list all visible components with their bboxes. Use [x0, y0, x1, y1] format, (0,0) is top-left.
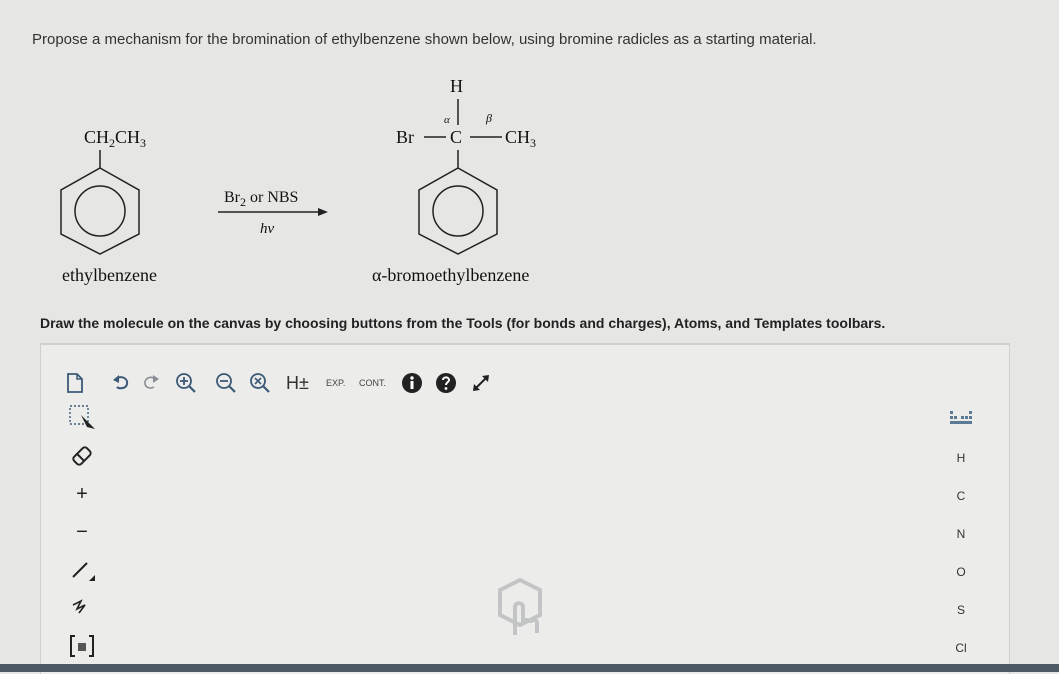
single-bond-icon[interactable]	[67, 555, 97, 585]
fullscreen-icon[interactable]	[469, 371, 493, 395]
chain-tool-icon[interactable]	[67, 593, 97, 623]
window-bottom-bar	[0, 664, 1059, 672]
reagent-top: $Br_2$ or NBS	[224, 189, 299, 209]
atom-button-s[interactable]: S	[956, 603, 965, 617]
hydrogen-toggle-button[interactable]	[286, 371, 316, 395]
product-bonds	[410, 95, 560, 265]
bracket-tool-icon[interactable]	[67, 631, 97, 661]
product-bromine: Br	[396, 127, 414, 147]
alpha-marker: α	[444, 114, 450, 126]
positive-charge-label: +	[76, 483, 88, 505]
product-carbon: C	[450, 127, 463, 147]
help-icon[interactable]	[434, 371, 458, 395]
periodic-table-icon[interactable]	[941, 411, 981, 428]
atom-button-n[interactable]: N	[956, 527, 966, 541]
template-placeholder-icon	[480, 575, 560, 645]
negative-charge-button[interactable]	[67, 517, 97, 547]
atom-button-c[interactable]: C	[956, 489, 966, 503]
negative-charge-label: −	[76, 521, 88, 543]
zoom-in-icon[interactable]	[174, 371, 198, 395]
expand-button[interactable]	[326, 371, 360, 395]
zoom-out-icon[interactable]	[214, 371, 238, 395]
eraser-icon[interactable]	[67, 441, 97, 471]
molecule-editor	[40, 343, 1010, 674]
selection-tool-icon[interactable]	[67, 403, 97, 433]
reagent-bottom: hv	[260, 221, 275, 237]
reactant-substituent	[84, 127, 146, 151]
beta-marker: β	[486, 111, 492, 125]
product-methyl-text: $CH_3$	[505, 127, 537, 150]
question-text: Propose a mechanism for the bromination of ethylbenzene shown below, using bromine radicles as a starting material.	[32, 31, 817, 48]
reactant-name: ethylbenzene	[62, 265, 157, 285]
atom-button-o[interactable]: O	[956, 565, 966, 579]
drawing-canvas[interactable]	[105, 403, 925, 673]
new-document-icon[interactable]	[63, 371, 87, 395]
instruction-text: Draw the molecule on the canvas by choosing buttons from the Tools (for bonds and charges), Atoms, and Templates toolbars.	[40, 315, 886, 331]
expand-label: EXP.	[326, 378, 346, 388]
info-icon[interactable]	[400, 371, 424, 395]
atom-button-h[interactable]: H	[956, 451, 966, 465]
hydrogen-toggle-label: H±	[286, 373, 309, 393]
contract-button[interactable]	[359, 371, 393, 395]
zoom-reset-icon[interactable]	[248, 371, 272, 395]
undo-icon[interactable]	[109, 371, 133, 395]
redo-icon[interactable]	[139, 371, 163, 395]
positive-charge-button[interactable]	[67, 479, 97, 509]
reaction-arrow	[216, 205, 331, 219]
reactant-substituent-text: $CH_2CH_3$	[84, 127, 147, 150]
reactant-benzene-ring	[50, 150, 150, 255]
product-name: α-bromoethylbenzene	[372, 265, 530, 285]
product-hydrogen: H	[450, 76, 463, 96]
atom-button-cl[interactable]: Cl	[955, 641, 967, 655]
contract-label: CONT.	[359, 378, 386, 388]
editor-top-toolbar	[41, 361, 1009, 397]
